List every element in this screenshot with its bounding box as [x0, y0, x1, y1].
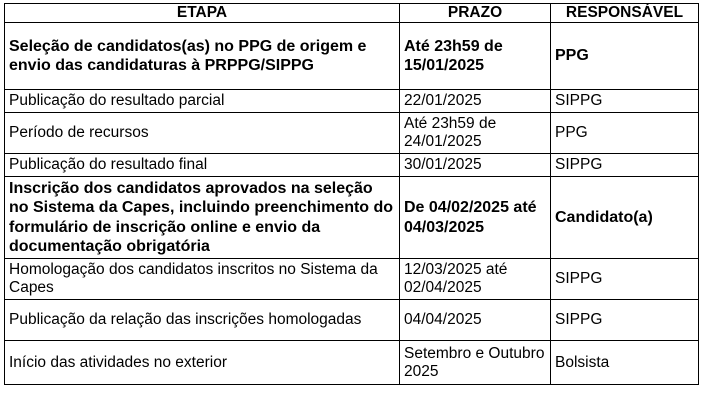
- table-row: [5, 177, 699, 259]
- prazo-cell: 04/04/2025: [400, 300, 551, 341]
- etapa-cell: Início das atividades no exterior: [5, 341, 400, 385]
- table-header: [5, 4, 699, 23]
- table-body: [5, 23, 699, 385]
- prazo-cell: 30/01/2025: [400, 154, 551, 177]
- etapa-cell: Seleção de candidatos(as) no PPG de origem e envio das candidaturas à PRPPG/SIPPG: [5, 23, 400, 90]
- responsavel-cell: SIPPG: [551, 300, 699, 341]
- etapa-cell: Homologação dos candidatos inscritos no Sistema da Capes: [5, 259, 400, 300]
- table-row: [5, 259, 699, 300]
- etapa-cell: Período de recursos: [5, 113, 400, 154]
- prazo-cell: Setembro e Outubro 2025: [400, 341, 551, 385]
- responsavel-cell: SIPPG: [551, 259, 699, 300]
- header-responsavel: RESPONSÁVEL: [551, 4, 699, 23]
- responsavel-cell: SIPPG: [551, 154, 699, 177]
- responsavel-cell: Candidato(a): [551, 177, 699, 259]
- responsavel-cell: PPG: [551, 113, 699, 154]
- etapa-cell: Publicação do resultado final: [5, 154, 400, 177]
- table-row: [5, 154, 699, 177]
- table-row: [5, 113, 699, 154]
- etapa-cell: Inscrição dos candidatos aprovados na seleção no Sistema da Capes, incluindo preenchimento do formulário de inscrição online e envio da documentação obrigatória: [5, 177, 400, 259]
- schedule-table: [4, 3, 699, 385]
- prazo-cell: 22/01/2025: [400, 90, 551, 113]
- responsavel-cell: PPG: [551, 23, 699, 90]
- responsavel-cell: SIPPG: [551, 90, 699, 113]
- table-row: [5, 90, 699, 113]
- table-row: [5, 300, 699, 341]
- table-row: [5, 341, 699, 385]
- etapa-cell: Publicação da relação das inscrições homologadas: [5, 300, 400, 341]
- prazo-cell: Até 23h59 de 15/01/2025: [400, 23, 551, 90]
- header-prazo: PRAZO: [400, 4, 551, 23]
- table-row: [5, 23, 699, 90]
- prazo-cell: Até 23h59 de 24/01/2025: [400, 113, 551, 154]
- prazo-cell: De 04/02/2025 até 04/03/2025: [400, 177, 551, 259]
- etapa-cell: Publicação do resultado parcial: [5, 90, 400, 113]
- header-etapa: ETAPA: [5, 4, 400, 23]
- prazo-cell: 12/03/2025 até 02/04/2025: [400, 259, 551, 300]
- responsavel-cell: Bolsista: [551, 341, 699, 385]
- header-row: [5, 4, 699, 23]
